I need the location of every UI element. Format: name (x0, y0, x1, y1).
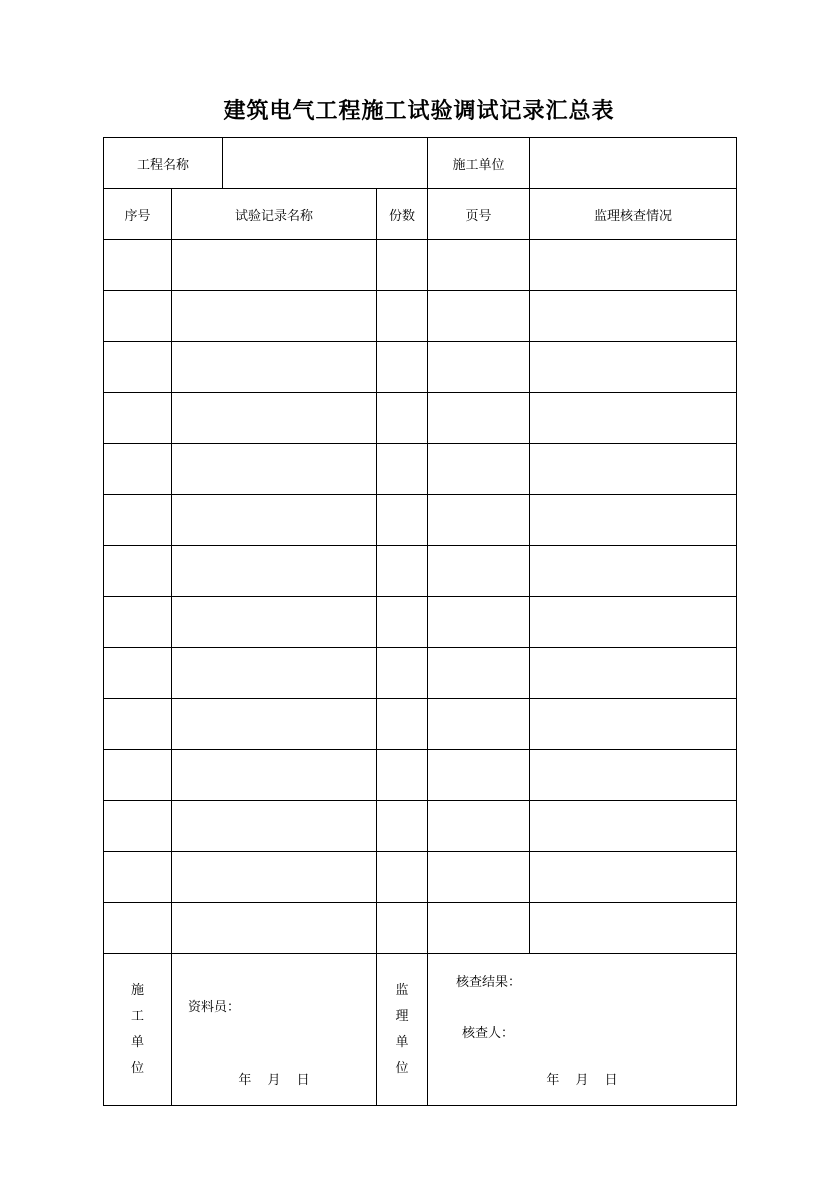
cell-copies[interactable] (377, 291, 428, 342)
cell-record-name[interactable] (172, 342, 377, 393)
archivist-sign-area[interactable] (172, 954, 377, 1106)
table-row (104, 903, 737, 954)
cell-seq[interactable] (104, 495, 172, 546)
cell-copies[interactable] (377, 240, 428, 291)
column-header-copies: 份数 (377, 189, 428, 240)
cell-record-name[interactable] (172, 291, 377, 342)
cell-page-no[interactable] (428, 699, 530, 750)
cell-seq[interactable] (104, 750, 172, 801)
cell-record-name[interactable] (172, 903, 377, 954)
cell-seq[interactable] (104, 903, 172, 954)
table-row (104, 393, 737, 444)
cell-supervision-check[interactable] (530, 597, 737, 648)
cell-seq[interactable] (104, 597, 172, 648)
archivist-label: 资料员： (188, 1000, 241, 1015)
archivist-date: 年 月 日 (238, 1073, 310, 1088)
cell-copies[interactable] (377, 852, 428, 903)
vertical-char: 单 (130, 1034, 144, 1050)
cell-copies[interactable] (377, 342, 428, 393)
column-header-supervision-check: 监理核查情况 (530, 189, 737, 240)
checker-label: 核查人： (462, 1026, 515, 1041)
vertical-char: 施 (130, 982, 144, 998)
cell-record-name[interactable] (172, 801, 377, 852)
cell-supervision-check[interactable] (530, 801, 737, 852)
vertical-char: 监 (395, 982, 409, 998)
table-row (104, 648, 737, 699)
project-name-label: 工程名称 (104, 138, 223, 189)
construction-unit-field[interactable] (530, 138, 737, 189)
cell-seq[interactable] (104, 291, 172, 342)
table-row (104, 495, 737, 546)
table-row (104, 240, 737, 291)
table-row (104, 342, 737, 393)
cell-page-no[interactable] (428, 801, 530, 852)
summary-table (103, 137, 737, 1106)
data-rows (104, 240, 737, 954)
cell-supervision-check[interactable] (530, 546, 737, 597)
column-header-page-no: 页号 (428, 189, 530, 240)
cell-page-no[interactable] (428, 903, 530, 954)
cell-copies[interactable] (377, 801, 428, 852)
cell-supervision-check[interactable] (530, 750, 737, 801)
cell-copies[interactable] (377, 495, 428, 546)
column-header-row (104, 189, 737, 240)
cell-supervision-check[interactable] (530, 393, 737, 444)
cell-page-no[interactable] (428, 393, 530, 444)
supervision-check-area[interactable] (428, 954, 737, 1106)
cell-supervision-check[interactable] (530, 240, 737, 291)
cell-page-no[interactable] (428, 444, 530, 495)
construction-unit-vertical-label (104, 954, 172, 1106)
vertical-char: 位 (130, 1060, 144, 1076)
cell-supervision-check[interactable] (530, 291, 737, 342)
cell-copies[interactable] (377, 648, 428, 699)
table-row (104, 801, 737, 852)
cell-record-name[interactable] (172, 495, 377, 546)
table-row (104, 546, 737, 597)
table-row (104, 699, 737, 750)
cell-record-name[interactable] (172, 597, 377, 648)
cell-seq[interactable] (104, 801, 172, 852)
table-row (104, 597, 737, 648)
cell-seq[interactable] (104, 393, 172, 444)
cell-supervision-check[interactable] (530, 648, 737, 699)
cell-copies[interactable] (377, 699, 428, 750)
cell-page-no[interactable] (428, 750, 530, 801)
vertical-char: 理 (395, 1008, 409, 1024)
table-row (104, 291, 737, 342)
cell-seq[interactable] (104, 444, 172, 495)
cell-record-name[interactable] (172, 852, 377, 903)
cell-page-no[interactable] (428, 597, 530, 648)
check-result-label: 核查结果： (456, 975, 522, 990)
cell-page-no[interactable] (428, 240, 530, 291)
cell-seq[interactable] (104, 648, 172, 699)
vertical-char: 位 (395, 1060, 409, 1076)
column-header-record-name: 试验记录名称 (172, 189, 377, 240)
cell-seq[interactable] (104, 342, 172, 393)
cell-page-no[interactable] (428, 291, 530, 342)
supervision-unit-vertical-label (377, 954, 428, 1106)
table-row (104, 444, 737, 495)
column-header-seq: 序号 (104, 189, 172, 240)
signature-row (104, 954, 737, 1106)
cell-seq[interactable] (104, 699, 172, 750)
cell-seq[interactable] (104, 546, 172, 597)
construction-unit-label: 施工单位 (428, 138, 530, 189)
cell-supervision-check[interactable] (530, 495, 737, 546)
cell-record-name[interactable] (172, 393, 377, 444)
cell-copies[interactable] (377, 597, 428, 648)
cell-seq[interactable] (104, 852, 172, 903)
cell-page-no[interactable] (428, 546, 530, 597)
cell-copies[interactable] (377, 903, 428, 954)
cell-copies[interactable] (377, 750, 428, 801)
cell-record-name[interactable] (172, 444, 377, 495)
cell-copies[interactable] (377, 444, 428, 495)
form-title: 建筑电气工程施工试验调试记录汇总表 (223, 99, 615, 124)
cell-supervision-check[interactable] (530, 342, 737, 393)
vertical-char: 单 (395, 1034, 409, 1050)
project-name-field[interactable] (223, 138, 428, 189)
cell-record-name[interactable] (172, 240, 377, 291)
cell-supervision-check[interactable] (530, 444, 737, 495)
cell-page-no[interactable] (428, 648, 530, 699)
cell-page-no[interactable] (428, 342, 530, 393)
cell-record-name[interactable] (172, 699, 377, 750)
cell-record-name[interactable] (172, 546, 377, 597)
cell-record-name[interactable] (172, 750, 377, 801)
cell-copies[interactable] (377, 546, 428, 597)
table-row (104, 852, 737, 903)
cell-page-no[interactable] (428, 495, 530, 546)
cell-page-no[interactable] (428, 852, 530, 903)
cell-record-name[interactable] (172, 648, 377, 699)
cell-supervision-check[interactable] (530, 852, 737, 903)
cell-supervision-check[interactable] (530, 903, 737, 954)
vertical-char: 工 (130, 1008, 144, 1024)
cell-supervision-check[interactable] (530, 699, 737, 750)
supervision-date: 年 月 日 (546, 1073, 618, 1088)
project-info-row (104, 138, 737, 189)
table-row (104, 750, 737, 801)
cell-seq[interactable] (104, 240, 172, 291)
cell-copies[interactable] (377, 393, 428, 444)
